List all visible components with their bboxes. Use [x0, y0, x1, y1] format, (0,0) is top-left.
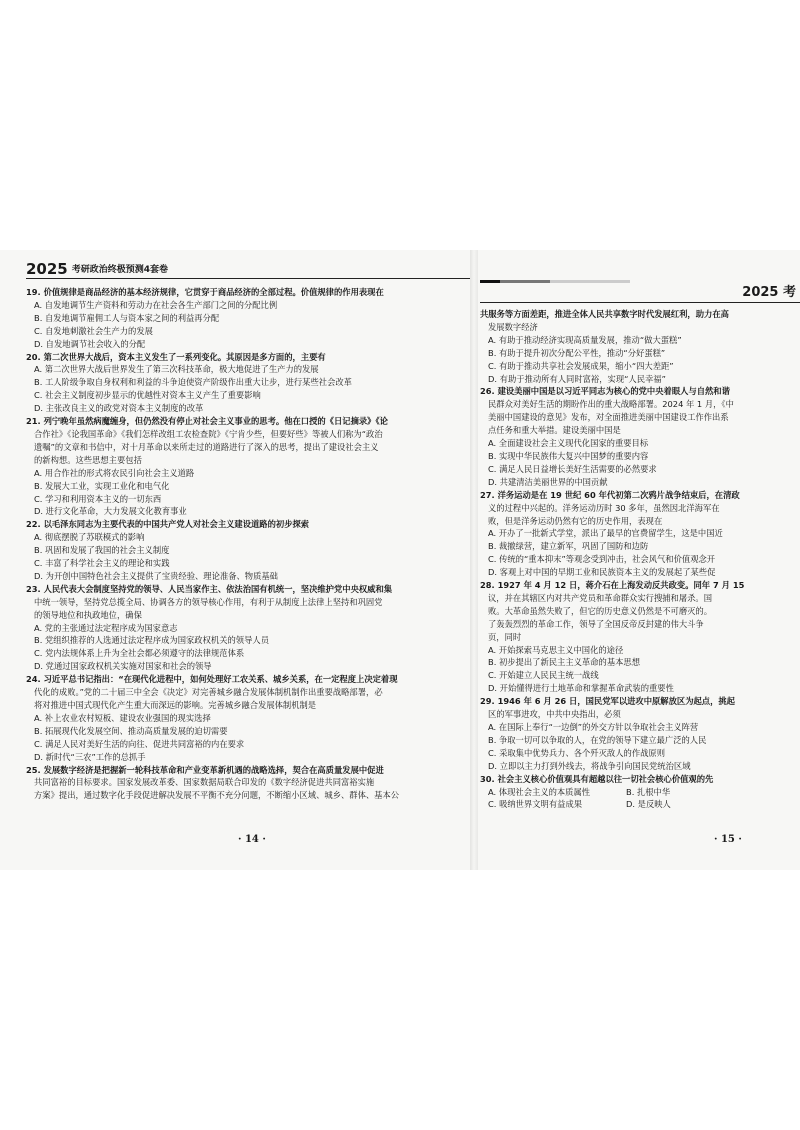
question-stem: 22. 以毛泽东同志为主要代表的中国共产党人对社会主义建设道路的初步探索	[26, 519, 310, 530]
answer-option: D. 有助于推动所有人同时富裕，实现“人民幸福”	[488, 373, 666, 384]
question-block	[26, 583, 472, 673]
answer-option: B. 争取一切可以争取的人，在党的领导下建立最广泛的人民	[488, 734, 707, 745]
answer-option: B. 巩固和发展了我国的社会主义制度	[34, 545, 170, 556]
question-stem-continued: 败。大革命虽然失败了，但它的历史意义仍然是不可磨灭的。	[488, 605, 713, 616]
answer-option: B. 初步提出了新民主主义革命的基本思想	[488, 657, 641, 668]
question-stem: 20. 第二次世界大战后，资本主义发生了一系列变化。其原因是多方面的，主要有	[26, 351, 326, 362]
answer-option: A. 补上农业农村短板、建设农业强国的现实选择	[34, 712, 211, 723]
question-stem-continued: 点任务和重大举措。建设美丽中国是	[488, 425, 621, 436]
answer-option: B. 拓展现代化发展空间、推动高质量发展的迫切需要	[34, 725, 228, 736]
question-stem-continued: 美丽中国建设的意见》发布，对全面推进美丽中国建设工作作出系	[488, 412, 729, 423]
answer-option: C. 满足人民对美好生活的向往、促进共同富裕的内在要求	[34, 738, 245, 749]
answer-option: A. 全面建设社会主义现代化国家的重要目标	[488, 438, 649, 449]
question-stem-continued: 议，并在其辖区内对共产党员和革命群众实行搜捕和屠杀。国	[488, 592, 713, 603]
question-block	[480, 308, 800, 385]
answer-option: D. 进行文化革命，大力发展文化教育事业	[34, 506, 187, 517]
question-stem: 19. 价值规律是商品经济的基本经济规律，它贯穿于商品经济的全部过程。价值规律的作用表现在	[26, 287, 384, 297]
book-spread	[0, 250, 800, 870]
answer-option-row	[480, 786, 800, 799]
answer-option: D. 自发地调节社会收入的分配	[34, 338, 146, 349]
question-stem-continued: 的领导地位和执政地位，确保	[34, 609, 142, 620]
question-stem: 共服务等方面差距，推进全体人民共享数字时代发展红利，助力在高	[480, 309, 729, 319]
question-block	[26, 673, 472, 763]
answer-option: A. 体现社会主义的本质属性	[488, 786, 591, 797]
question-block	[480, 579, 800, 695]
binder-mark	[480, 280, 630, 283]
book-spine	[470, 250, 478, 870]
answer-option: B. 党组织推荐的人选通过法定程序成为国家政权机关的领导人员	[34, 635, 269, 646]
answer-option: B. 有助于提升初次分配公平性，推动“分好蛋糕”	[488, 347, 666, 358]
question-stem: 30. 社会主义核心价值观具有超越以往一切社会核心价值观的先	[480, 773, 714, 784]
answer-option: A. 开办了一批新式学堂，派出了最早的官费留学生，这是中国近	[488, 528, 723, 539]
question-block	[26, 518, 472, 583]
question-stem-continued: 民群众对美好生活的期盼作出的重大战略部署。2024 年 1 月，《中	[488, 399, 734, 410]
answer-option: A. 党的主张通过法定程序成为国家意志	[34, 622, 178, 633]
question-block	[480, 385, 800, 488]
answer-option: D. 客观上对中国的早期工业和民族资本主义的发展起了某些促	[488, 567, 716, 578]
question-stem-continued: 方案》提出，通过数字化手段促进解决发展不平衡不充分问题，不断缩小区域、城乡、群体、基本公	[34, 790, 400, 801]
right-question-list	[480, 308, 800, 811]
question-stem-continued: 页，同时	[488, 631, 522, 642]
question-stem: 21. 列宁晚年虽然病魔缠身，但仍然没有停止对社会主义事业的思考。他在口授的《日记摘录》《论	[26, 416, 388, 427]
question-stem: 26. 建设美丽中国是以习近平同志为核心的党中央着眼人与自然和谐	[480, 386, 730, 397]
left-page-header	[26, 256, 472, 279]
answer-option: C. 社会主义制度初步显示的优越性对资本主义产生了重要影响	[34, 390, 261, 401]
right-page-header	[480, 286, 800, 303]
question-stem: 25. 发展数字经济是把握新一轮科技革命和产业变革新机遇的战略选择，契合在高质量发展中促进	[26, 764, 384, 775]
answer-option: A. 第二次世界大战后世界发生了第三次科技革命，极大地促进了生产力的发展	[34, 364, 319, 375]
answer-option: D. 共建清洁美丽世界的中国贡献	[488, 476, 608, 487]
answer-option: D. 党通过国家政权机关实施对国家和社会的领导	[34, 661, 212, 672]
answer-option: B. 自发地调节雇佣工人与资本家之间的利益再分配	[34, 312, 220, 323]
question-stem-continued: 合作社》《论我国革命》《我们怎样改组工农检查院》《宁肯少些，但要好些》等被人们称为“政治	[34, 428, 383, 439]
answer-option: A. 自发地调节生产资料和劳动力在社会各生产部门之间的分配比例	[34, 299, 278, 310]
answer-option: C. 党内法规体系上升为全社会都必须遵守的法律规范体系	[34, 648, 245, 659]
answer-option: A. 有助于推动经济实现高质量发展，推动“做大蛋糕”	[488, 334, 682, 345]
answer-option: C. 有助于推动共享社会发展成果，缩小“四大差距”	[488, 360, 674, 371]
question-stem-continued: 共同富裕的目标要求。国家发展改革委、国家数据局联合印发的《数字经济促进共同富裕实施	[34, 777, 375, 788]
answer-option: C. 学习和利用资本主义的一切东西	[34, 493, 162, 504]
question-block	[26, 286, 472, 351]
answer-option: D. 立即以主力打到外线去，将战争引向国民党统治区域	[488, 760, 691, 771]
answer-option: C. 开始建立人民民主统一战线	[488, 670, 599, 681]
answer-option: B. 工人阶级争取自身权利和利益的斗争迫使资产阶级作出重大让步，进行某些社会改革	[34, 377, 352, 388]
left-question-list	[26, 286, 472, 802]
answer-option: C. 传统的“重本抑末”等观念受到冲击，社会风气和价值观念开	[488, 554, 716, 565]
question-block	[480, 695, 800, 772]
right-page	[480, 250, 800, 870]
question-block	[26, 415, 472, 518]
question-stem-continued: 的新构想。这些思想主要包括	[34, 454, 142, 465]
answer-option: B. 发展大工业，实现工业化和电气化	[34, 480, 170, 491]
answer-option: B. 裁撤绿营，建立新军，巩固了国防和边防	[488, 541, 649, 552]
answer-option: A. 用合作社的形式将农民引向社会主义道路	[34, 467, 195, 478]
question-stem-continued: 区的军事进攻，中共中央指出，必须	[488, 709, 621, 720]
question-stem-continued: 败，但是洋务运动仍然有它的历史作用，表现在	[488, 515, 663, 526]
answer-option: C. 满足人民日益增长美好生活需要的必然要求	[488, 463, 657, 474]
question-stem: 23. 人民代表大会制度坚持党的领导、人民当家作主、依法治国有机统一，坚决维护党中央权威和集	[26, 583, 393, 594]
page-number-right: · 15 ·	[714, 834, 742, 845]
answer-option: B. 扎根中华	[626, 786, 671, 797]
question-stem-continued: 发展数字经济	[488, 321, 538, 332]
question-stem-continued: 代化的成败。”党的二十届三中全会《决定》对完善城乡融合发展体制机制作出重要战略部署，必	[34, 687, 383, 698]
answer-option: C. 采取集中优势兵力、各个歼灭敌人的作战原则	[488, 747, 666, 758]
question-stem-continued: 义的过程中兴起的。洋务运动历时 30 多年，虽然因北洋海军在	[488, 502, 720, 513]
question-block	[480, 773, 800, 812]
answer-option: B. 实现中华民族伟大复兴中国梦的重要内容	[488, 450, 649, 461]
question-stem-continued: 将对推进中国式现代化产生重大而深远的影响。完善城乡融合发展体制机制是	[34, 700, 317, 710]
header-year-right: 2025 考	[742, 285, 796, 300]
question-stem: 27. 洋务运动是在 19 世纪 60 年代初第二次鸦片战争结束后，在清政	[480, 489, 740, 500]
answer-option: A. 在国际上奉行“一边倒”的外交方针以争取社会主义阵营	[488, 722, 699, 732]
question-stem: 28. 1927 年 4 月 12 日，蒋介石在上海发动反共政变。同年 7 月 15	[480, 580, 745, 591]
question-stem: 24. 习近平总书记指出：“在现代化进程中，如何处理好工农关系、城乡关系，在一定程度上决定着现	[26, 674, 398, 685]
header-year: 2025	[26, 260, 68, 278]
question-stem-continued: 遗嘱”的文章和书信中，对十月革命以来所走过的道路进行了深入的思考，提出了建设社会主义	[34, 441, 379, 452]
question-block	[480, 489, 800, 579]
answer-option: D. 新时代“三农”工作的总抓手	[34, 751, 146, 762]
answer-option: D. 为开创中国特色社会主义提供了宝贵经验、理论准备、物质基础	[34, 570, 278, 581]
answer-option: C. 丰富了科学社会主义的理论和实践	[34, 558, 170, 569]
question-stem-continued: 中统一领导，坚持党总揽全局、协调各方的领导核心作用，有利于从制度上法律上坚持和巩固党	[34, 596, 383, 607]
answer-option: C. 自发地刺激社会生产力的发展	[34, 325, 153, 336]
question-stem-continued: 了轰轰烈烈的革命工作，领导了全国反帝反封建的伟大斗争	[488, 618, 704, 629]
header-title: 考研政治终极预测4套卷	[71, 265, 169, 275]
question-block	[26, 351, 472, 416]
answer-option: D. 开始懂得进行土地革命和掌握革命武装的重要性	[488, 683, 674, 694]
question-block	[26, 764, 472, 803]
answer-option-row	[480, 798, 800, 811]
answer-option: A. 彻底摆脱了苏联模式的影响	[34, 532, 145, 543]
left-page	[26, 250, 472, 870]
answer-option: D. 是反映人	[626, 799, 671, 810]
question-stem: 29. 1946 年 6 月 26 日，国民党军以进攻中原解放区为起点，挑起	[480, 696, 735, 707]
page-number-left: · 14 ·	[238, 834, 266, 845]
answer-option: C. 吸纳世界文明有益成果	[488, 799, 583, 810]
answer-option: A. 开始探索马克思主义中国化的途径	[488, 644, 624, 655]
answer-option: D. 主张改良主义的政党对资本主义制度的改革	[34, 403, 204, 414]
